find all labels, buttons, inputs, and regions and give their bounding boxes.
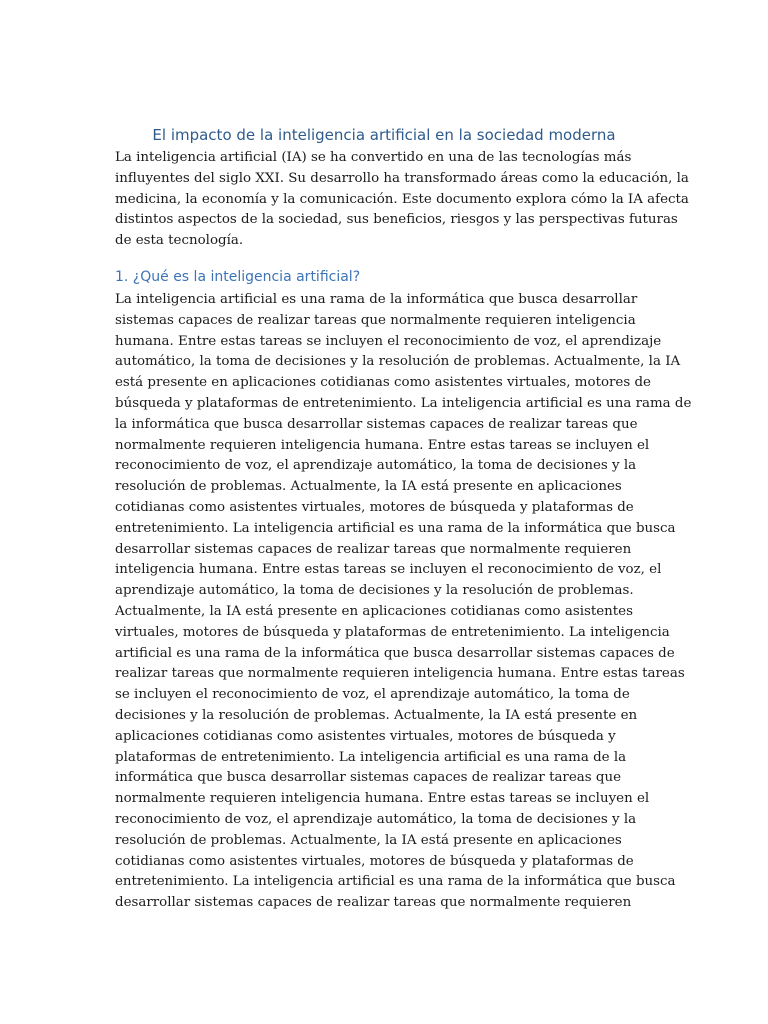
section-heading: 1. ¿Qué es la inteligencia artificial? [115, 269, 361, 285]
body-line: cotidianas como asistentes virtuales, motores de búsqueda y plataformas de [115, 499, 634, 515]
body-line: está presente en aplicaciones cotidianas como asistentes virtuales, motores de [115, 375, 651, 391]
body-line: aprendizaje automático, la toma de decisiones y la resolución de problemas. [115, 583, 634, 599]
body-line: sistemas capaces de realizar tareas que normalmente requieren inteligencia [115, 312, 636, 328]
body-line: normalmente requieren inteligencia humana. Entre estas tareas se incluyen el [115, 791, 650, 807]
intro-line: La inteligencia artificial (IA) se ha convertido en una de las tecnologías más [115, 150, 632, 165]
body-line: desarrollar sistemas capaces de realizar tareas que normalmente requieren [115, 541, 632, 557]
body-line: humana. Entre estas tareas se incluyen el reconocimiento de voz, el aprendizaje [115, 333, 662, 349]
section-body-paragraph [115, 290, 692, 914]
intro-line: medicina, la economía y la comunicación. Este documento explora cómo la IA afecta [115, 191, 689, 207]
body-line: resolución de problemas. Actualmente, la IA está presente en aplicaciones [115, 832, 622, 848]
body-line: reconocimiento de voz, el aprendizaje automático, la toma de decisiones y la [115, 811, 637, 827]
body-line: plataformas de entretenimiento. La inteligencia artificial es una rama de la [115, 749, 627, 765]
body-line: Actualmente, la IA está presente en aplicaciones cotidianas como asistentes [115, 603, 633, 619]
body-line: cotidianas como asistentes virtuales, motores de búsqueda y plataformas de [115, 853, 634, 869]
body-line: realizar tareas que normalmente requieren inteligencia humana. Entre estas tareas [115, 666, 685, 682]
body-line: normalmente requieren inteligencia humana. Entre estas tareas se incluyen el [115, 437, 650, 453]
body-line: se incluyen el reconocimiento de voz, el aprendizaje automático, la toma de [115, 687, 630, 703]
body-line: búsqueda y plataformas de entretenimiento. La inteligencia artificial es una rama de [115, 395, 692, 411]
intro-line: influyentes del siglo XXI. Su desarrollo ha transformado áreas como la educación, la [115, 170, 689, 186]
body-line: resolución de problemas. Actualmente, la IA está presente en aplicaciones [115, 479, 622, 495]
body-line: decisiones y la resolución de problemas. Actualmente, la IA está presente en [115, 707, 638, 723]
document-title: El impacto de la inteligencia artificial en la sociedad moderna [152, 126, 616, 144]
body-line: entretenimiento. La inteligencia artificial es una rama de la informática que busca [115, 520, 676, 536]
body-line: inteligencia humana. Entre estas tareas se incluyen el reconocimiento de voz, el [115, 562, 662, 578]
body-line: automático, la toma de decisiones y la resolución de problemas. Actualmente, la IA [115, 354, 681, 370]
intro-line: distintos aspectos de la sociedad, sus beneficios, riesgos y las perspectivas futuras [115, 212, 678, 228]
body-line: virtuales, motores de búsqueda y plataformas de entretenimiento. La inteligencia [115, 624, 670, 640]
body-line: informática que busca desarrollar sistemas capaces de realizar tareas que [115, 770, 621, 786]
intro-paragraph [115, 148, 689, 252]
body-line: artificial es una rama de la informática que busca desarrollar sistemas capaces de [115, 645, 675, 661]
body-line: reconocimiento de voz, el aprendizaje automático, la toma de decisiones y la [115, 458, 637, 474]
body-line: la informática que busca desarrollar sistemas capaces de realizar tareas que [115, 416, 638, 432]
body-line: La inteligencia artificial es una rama de la informática que busca desarrollar [115, 292, 638, 307]
body-line: desarrollar sistemas capaces de realizar tareas que normalmente requieren [115, 895, 632, 911]
body-line: aplicaciones cotidianas como asistentes virtuales, motores de búsqueda y [115, 728, 616, 744]
body-line: entretenimiento. La inteligencia artificial es una rama de la informática que busca [115, 874, 676, 890]
intro-line: de esta tecnología. [115, 233, 244, 249]
